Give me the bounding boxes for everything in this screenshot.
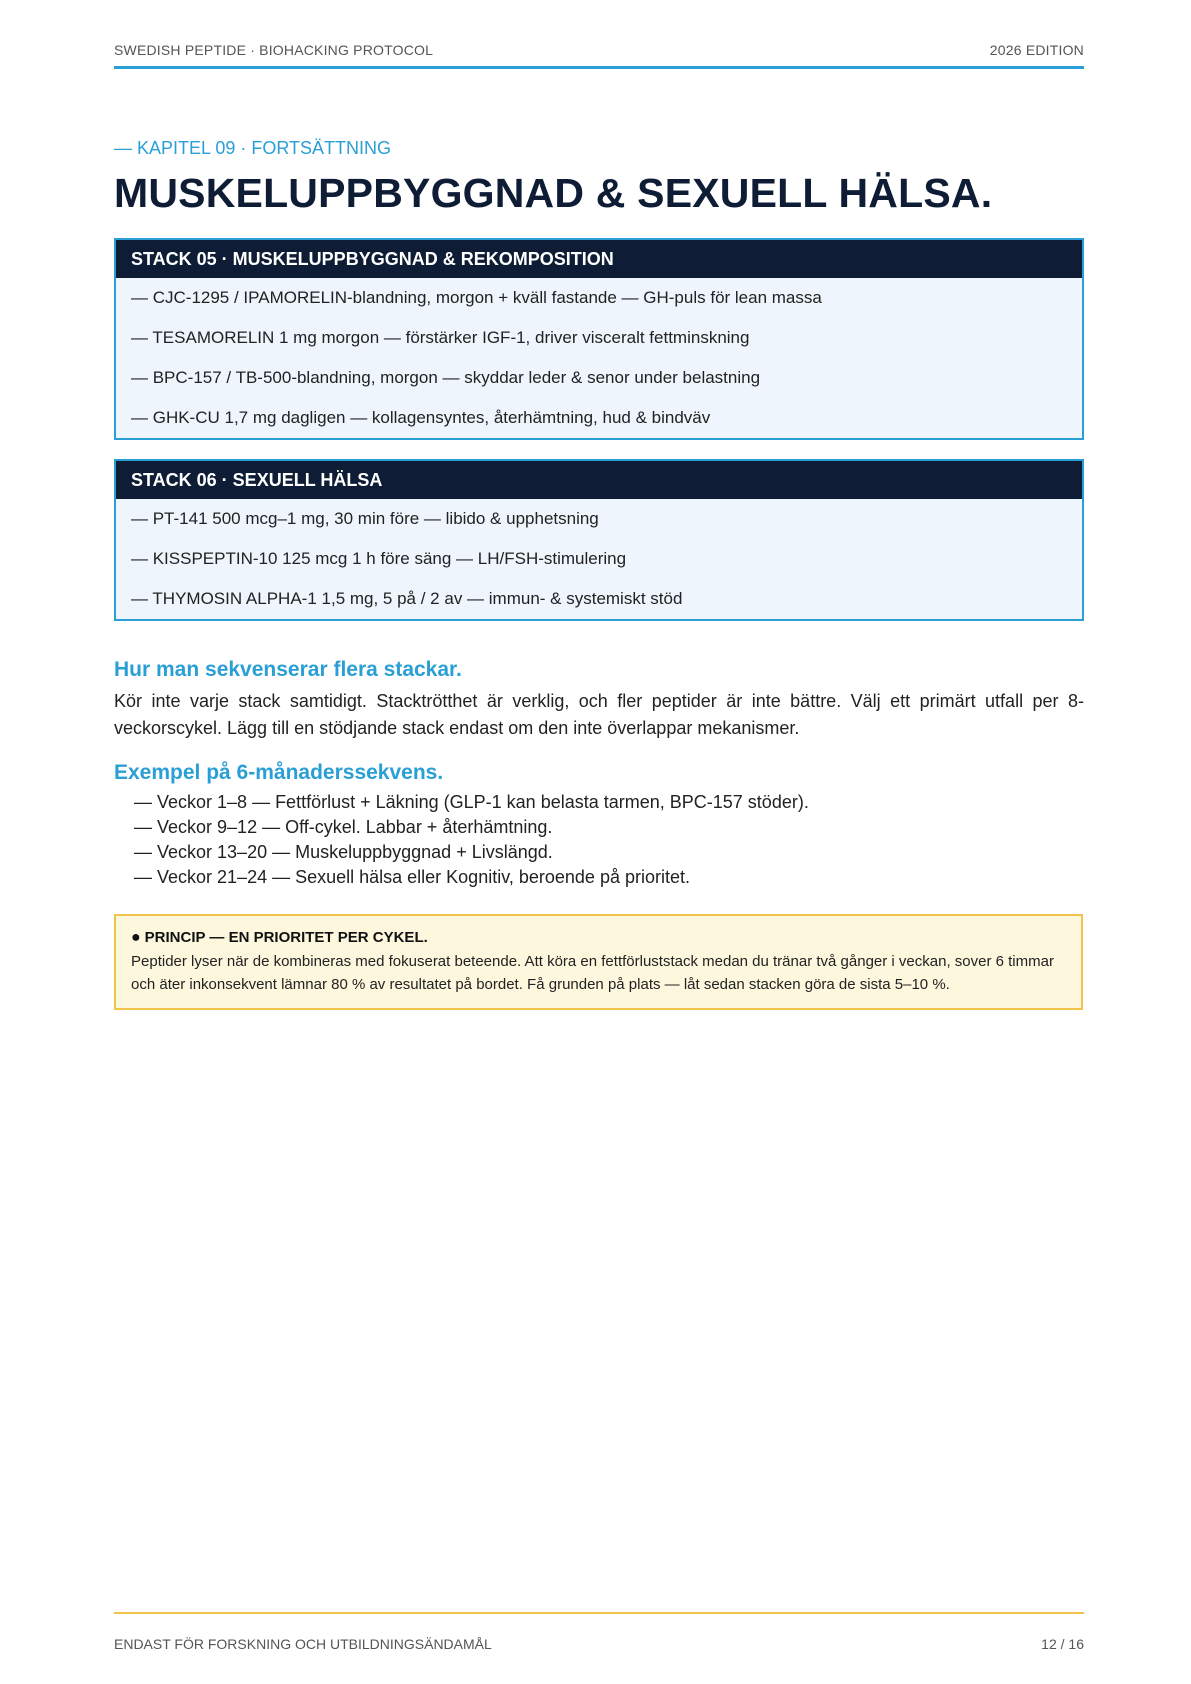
page-title: MUSKELUPPBYGGNAD & SEXUELL HÄLSA. [114,170,993,216]
list-item: — Veckor 1–8 — Fettförlust + Läkning (GLP-1 kan belasta tarmen, BPC-157 stöder). [134,792,809,812]
stack-item: — GHK-CU 1,7 mg dagligen — kollagensyntes, återhämtning, hud & bindväv [131,408,711,427]
stack-item: — KISSPEPTIN-10 125 mcg 1 h före säng — LH/FSH-stimulering [131,549,627,568]
chapter-kicker: — KAPITEL 09 · FORTSÄTTNING [114,138,392,158]
document-page [114,0,1084,1684]
footer-disclaimer: ENDAST FÖR FORSKNING OCH UTBILDNINGSÄNDAMÅL [114,1636,492,1652]
callout-title: PRINCIP — EN PRIORITET PER CYKEL. [144,929,428,946]
stack-item: — CJC-1295 / IPAMORELIN-blandning, morgon + kväll fastande — GH-puls för lean massa [131,288,822,307]
running-header [114,42,1084,58]
sequencing-paragraph: Kör inte varje stack samtidigt. Stacktrötthet är verklig, och fler peptider är inte bättre. Välj ett primärt utfall per 8-veckorscykel. Lägg till en stödjande stack endast om den inte överlappar mekanismer. [114,691,1084,738]
header-rule [114,66,1084,69]
principle-callout [114,914,1083,1010]
list-item: — Veckor 21–24 — Sexuell hälsa eller Kognitiv, beroende på prioritet. [134,867,690,887]
stack-item: — TESAMORELIN 1 mg morgon — förstärker IGF-1, driver visceralt fettminskning [131,328,750,347]
stack-item: — BPC-157 / TB-500-blandning, morgon — skyddar leder & senor under belastning [131,368,761,387]
bullet-dot-icon: ● [131,929,141,946]
stack-title: STACK 06 · SEXUELL HÄLSA [116,461,1082,499]
footer-rule [114,1612,1084,1614]
page-number: 12 / 16 [1041,1636,1084,1652]
stack-item: — PT-141 500 mcg–1 mg, 30 min före — libido & upphetsning [131,509,599,528]
stack-title: STACK 05 · MUSKELUPPBYGGNAD & REKOMPOSITION [116,240,1082,278]
running-footer [114,1636,1084,1652]
sequence-list [134,790,809,890]
sequencing-heading: Hur man sekvenserar flera stackar. [114,658,462,681]
stack-box-05 [114,238,1084,440]
header-edition: 2026 EDITION [989,42,1084,58]
example-heading: Exempel på 6-månaderssekvens. [114,761,444,784]
list-item: — Veckor 13–20 — Muskeluppbyggnad + Livslängd. [134,842,553,862]
stack-item: — THYMOSIN ALPHA-1 1,5 mg, 5 på / 2 av — immun- & systemiskt stöd [131,589,683,608]
list-item: — Veckor 9–12 — Off-cykel. Labbar + återhämtning. [134,817,553,837]
header-publication: SWEDISH PEPTIDE · BIOHACKING PROTOCOL [114,42,434,58]
callout-text: Peptider lyser när de kombineras med fokuserat beteende. Att köra en fettförluststack medan du tränar två gånger i veckan, sover 6 timmar och äter inkonsekvent lämnar 80 % av resultatet på bordet. Få grunden på plats — låt sedan stacken göra de sista 5–10 %. [131,953,1054,993]
stack-box-06 [114,459,1084,621]
